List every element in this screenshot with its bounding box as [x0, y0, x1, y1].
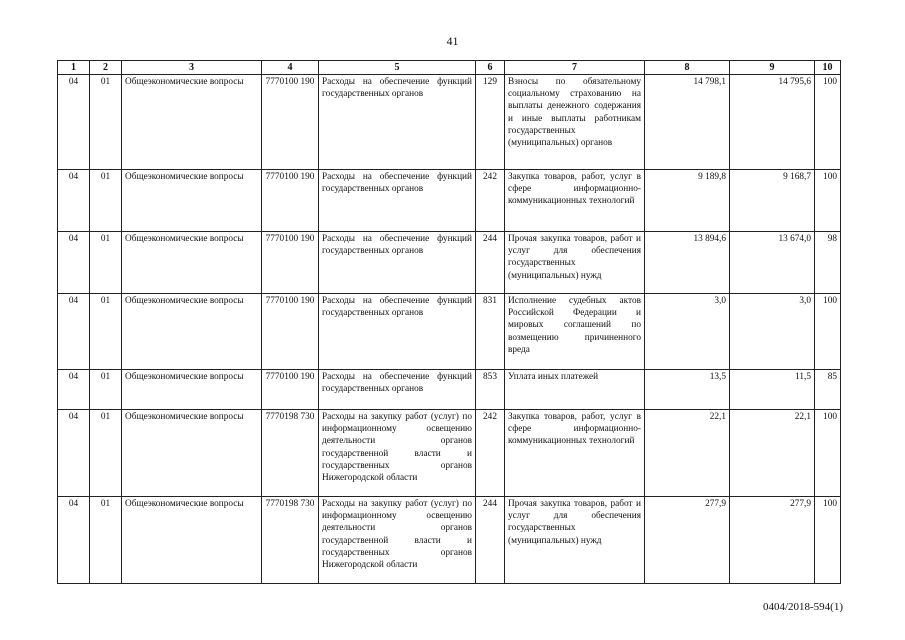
- expense-type-code: 831: [476, 294, 505, 370]
- planned-amount: 9 189,8: [645, 170, 730, 232]
- subsection-name: Общеэкономические вопросы: [122, 370, 262, 410]
- section-code: 04: [58, 170, 90, 232]
- subsection-code: 01: [90, 497, 122, 584]
- table-row: [58, 370, 841, 410]
- expense-type-name: Закупка товаров, работ, услуг в сфере информационно-коммуникационных технологий: [505, 410, 645, 497]
- expense-type-name: Прочая закупка товаров, работ и услуг для обеспечения государственных (муниципальных) нужд: [505, 497, 645, 584]
- planned-amount: 277,9: [645, 497, 730, 584]
- actual-amount: 14 795,6: [730, 75, 815, 170]
- execution-percent: 100: [815, 497, 841, 584]
- expense-type-name: Закупка товаров, работ, услуг в сфере информационно-коммуникационных технологий: [505, 170, 645, 232]
- subsection-name: Общеэкономические вопросы: [122, 294, 262, 370]
- subsection-name: Общеэкономические вопросы: [122, 232, 262, 294]
- target-article-code: 7770100 190: [262, 370, 319, 410]
- expense-type-code: 853: [476, 370, 505, 410]
- subsection-name: Общеэкономические вопросы: [122, 75, 262, 170]
- section-code: 04: [58, 370, 90, 410]
- planned-amount: 22,1: [645, 410, 730, 497]
- column-header: 2: [90, 61, 122, 75]
- target-article-code: 7770100 190: [262, 75, 319, 170]
- table-row: [58, 232, 841, 294]
- actual-amount: 22,1: [730, 410, 815, 497]
- planned-amount: 13,5: [645, 370, 730, 410]
- execution-percent: 98: [815, 232, 841, 294]
- expense-type-name: Уплата иных платежей: [505, 370, 645, 410]
- section-code: 04: [58, 294, 90, 370]
- subsection-code: 01: [90, 170, 122, 232]
- subsection-code: 01: [90, 370, 122, 410]
- target-article-name: Расходы на обеспечение функций государственных органов: [319, 370, 476, 410]
- column-header: 10: [815, 61, 841, 75]
- expense-type-code: 244: [476, 232, 505, 294]
- target-article-code: 7770100 190: [262, 232, 319, 294]
- target-article-name: Расходы на обеспечение функций государственных органов: [319, 75, 476, 170]
- execution-percent: 100: [815, 410, 841, 497]
- page-number: 41: [446, 34, 459, 48]
- target-article-name: Расходы на обеспечение функций государственных органов: [319, 294, 476, 370]
- table-row: [58, 294, 841, 370]
- target-article-name: Расходы на закупку работ (услуг) по информационному освещению деятельности органов государственной власти и государственных органов Нижегородской области: [319, 410, 476, 497]
- expense-type-name: Взносы по обязательному социальному страхованию на выплаты денежного содержания и иные выплаты работникам государственных (муниципальных) органов: [505, 75, 645, 170]
- document-code: 0404/2018-594(1): [762, 601, 843, 613]
- subsection-code: 01: [90, 75, 122, 170]
- expense-type-code: 242: [476, 410, 505, 497]
- table-row: [58, 410, 841, 497]
- subsection-code: 01: [90, 294, 122, 370]
- execution-percent: 100: [815, 294, 841, 370]
- column-header: 1: [58, 61, 90, 75]
- actual-amount: 11,5: [730, 370, 815, 410]
- section-code: 04: [58, 497, 90, 584]
- table-row: [58, 170, 841, 232]
- budget-table: [57, 60, 841, 584]
- section-code: 04: [58, 75, 90, 170]
- target-article-code: 7770198 730: [262, 497, 319, 584]
- column-header: 9: [730, 61, 815, 75]
- execution-percent: 100: [815, 75, 841, 170]
- expense-type-name: Исполнение судебных актов Российской Федерации и мировых соглашений по возмещению причиненного вреда: [505, 294, 645, 370]
- planned-amount: 3,0: [645, 294, 730, 370]
- column-header: 8: [645, 61, 730, 75]
- table-row: [58, 75, 841, 170]
- planned-amount: 14 798,1: [645, 75, 730, 170]
- planned-amount: 13 894,6: [645, 232, 730, 294]
- expense-type-code: 244: [476, 497, 505, 584]
- column-header: 5: [319, 61, 476, 75]
- actual-amount: 3,0: [730, 294, 815, 370]
- column-header: 6: [476, 61, 505, 75]
- expense-type-code: 242: [476, 170, 505, 232]
- subsection-code: 01: [90, 410, 122, 497]
- section-code: 04: [58, 232, 90, 294]
- section-code: 04: [58, 410, 90, 497]
- subsection-code: 01: [90, 232, 122, 294]
- header-row: [58, 61, 841, 75]
- column-header: 3: [122, 61, 262, 75]
- actual-amount: 13 674,0: [730, 232, 815, 294]
- subsection-name: Общеэкономические вопросы: [122, 170, 262, 232]
- target-article-name: Расходы на закупку работ (услуг) по информационному освещению деятельности органов государственной власти и государственных органов Нижегородской области: [319, 497, 476, 584]
- expense-type-code: 129: [476, 75, 505, 170]
- execution-percent: 85: [815, 370, 841, 410]
- subsection-name: Общеэкономические вопросы: [122, 410, 262, 497]
- column-header: 7: [505, 61, 645, 75]
- table-row: [58, 497, 841, 584]
- target-article-code: 7770100 190: [262, 170, 319, 232]
- target-article-code: 7770198 730: [262, 410, 319, 497]
- subsection-name: Общеэкономические вопросы: [122, 497, 262, 584]
- target-article-name: Расходы на обеспечение функций государственных органов: [319, 170, 476, 232]
- expense-type-name: Прочая закупка товаров, работ и услуг для обеспечения государственных (муниципальных) нужд: [505, 232, 645, 294]
- actual-amount: 277,9: [730, 497, 815, 584]
- target-article-code: 7770100 190: [262, 294, 319, 370]
- execution-percent: 100: [815, 170, 841, 232]
- column-header: 4: [262, 61, 319, 75]
- target-article-name: Расходы на обеспечение функций государственных органов: [319, 232, 476, 294]
- actual-amount: 9 168,7: [730, 170, 815, 232]
